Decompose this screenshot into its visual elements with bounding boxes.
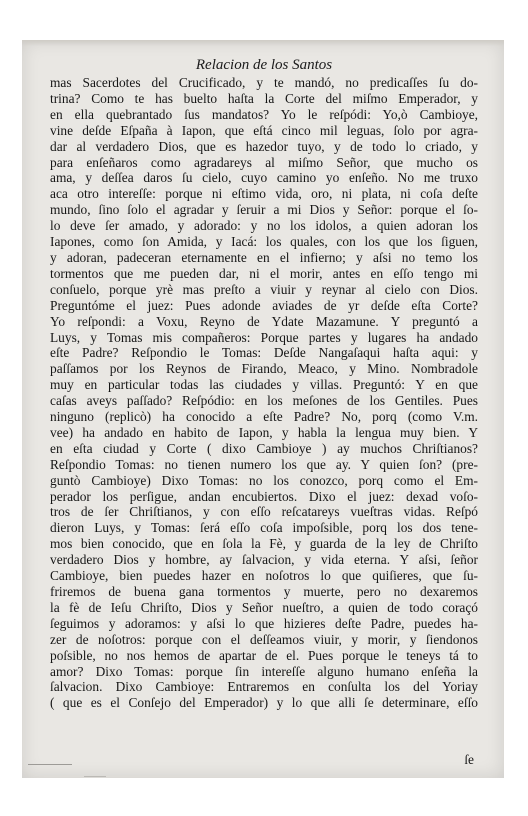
text-line: Iapones, como ſon Amida, y Iacá: los quales, con los que los ſiguen, — [50, 234, 478, 250]
running-header: Relacion de los Santos — [195, 57, 333, 73]
text-line: en ella quebrantado ſus mandatos? Yo le reſpódi: Yo,ò Cambioye, — [50, 106, 478, 122]
text-line: Cambioye, bien puedes hazer en noſotros lo que quiſieres, que ſu- — [50, 568, 478, 584]
page-top-shadow — [22, 40, 504, 46]
text-line: poſsible, no nos hemos de apartar de el. Pues porque le teneys tá to — [50, 647, 478, 663]
text-line: tormentos que me pueden dar, ni el morir, antes en eſſo tengo mi — [50, 265, 478, 281]
text-line: dieron Luys, y Tomas: ſerá eſſo coſa impoſsible, porq los dos tene- — [50, 520, 478, 536]
text-line: vine deſde Eſpaña à Iapon, que eſtá cinco mil leguas, ſolo por agra- — [50, 122, 478, 138]
text-line: Preguntóme el juez: Pues adonde aviades de yr deſde eſta Corte? — [50, 297, 478, 313]
bottom-rule — [28, 764, 72, 765]
text-line: guntò Cambioye) Dixo Tomas: no los conozco, porq como el Em- — [50, 472, 478, 488]
text-line: mundo, ſino ſolo el agradar y ſeruir a mi Dios y Señor: porque el ſo- — [50, 202, 478, 218]
text-line: perador los perſigue, andan encubiertos. Dixo el juez: dexad voſo- — [50, 488, 478, 504]
text-line: Reſpondio Tomas: no tienen numero los que ay. Y quien ſon? (pre- — [50, 456, 478, 472]
text-line: aca otro intereſſe: porque ni eſtimo vida, oro, ni plata, ni coſa deſte — [50, 186, 478, 202]
text-line: amor? Dixo Tomas: porque ſin intereſſe alguno humano enſeña la — [50, 663, 478, 679]
text-line: ama, y deſſea daros ſu cielo, cuyo camino yo enſeño. No me truxo — [50, 170, 478, 186]
body-text — [50, 75, 478, 711]
text-line: zer de noſotros: porque con el deſſeamos viuir, y morir, y ſiendonos — [50, 631, 478, 647]
text-line: mos bien conocido, que en ſola la Fè, y guarda de la ley de Chriſto — [50, 536, 478, 552]
catchword: ſe — [464, 752, 474, 767]
text-line: Luys, y Tomas mis compañeros: Porque partes y lugares ha andado — [50, 329, 478, 345]
text-line: ( que es el Conſejo del Emperador) y lo que alli ſe determinare, eſſo — [50, 695, 478, 711]
text-line: la fè de Ieſu Chriſto, Dios y Señor nueſtro, a quien de todo coraçó — [50, 599, 478, 615]
text-line: ninguno (replicò) ha conocido a eſte Padre? No, porq (como V.m. — [50, 409, 478, 425]
text-line: ſeguimos y adoramos: y aſsi lo que hizieres deſte Padre, puedes ha- — [50, 615, 478, 631]
text-line: eſte Padre? Reſpondio le Tomas: Deſde Nangaſaqui haſta aqui: y — [50, 345, 478, 361]
text-line: tros de ſer Chriſtianos, y con eſſo reſcatareys vueſtras vidas. Reſpó — [50, 504, 478, 520]
text-line: ſalvacion. Dixo Cambioye: Entraremos en conſulta los del Yoriay — [50, 679, 478, 695]
text-line: conſuelo, porque yrè mas preſto a viuir y reynar al cielo con Dios. — [50, 281, 478, 297]
text-line: caſas aveys paſſado? Reſpódio: en los meſones de los Gentiles. Pues — [50, 393, 478, 409]
text-line: verdadero Dios y hombre, ay ſalvacion, y vida eterna. Y aſsi, ſeñor — [50, 552, 478, 568]
text-line: friremos de buena gana tormentos y muerte, pero no dexaremos — [50, 584, 478, 599]
text-line: vee) ha andado en habito de Iapon, y habla la lengua muy bien. Y — [50, 424, 478, 440]
text-line: paſſamos por los Reynos de Firando, Meaco, y Mino. Nombradole — [50, 361, 478, 377]
text-line: Yo reſpondi: a Voxu, Reyno de Ydate Mazamune. Y preguntó a — [50, 313, 478, 329]
text-line: lo deve ſer amado, y adorado: y no los idolos, a quien adoran los — [50, 218, 478, 234]
text-line: para enſeñaros como agradareys al miſmo Señor, que mucho os — [50, 154, 478, 170]
bottom-rule-short — [84, 776, 106, 777]
text-line: trina? Como te has buelto haſta la Corte del miſmo Emperador, y — [50, 90, 478, 106]
text-line: muy en particular todas las ciudades y villas. Preguntó: Y en que — [50, 377, 478, 393]
text-line: y adoran, padeceran eternamente en el infierno; y aſsi no temo los — [50, 249, 478, 265]
text-line: en eſta ciudad y Corte ( dixo Cambioye ) ay muchos Chriſtianos? — [50, 440, 478, 456]
text-line: dar al verdadero Dios, que es hazedor tuyo, y de todo lo criado, y — [50, 138, 478, 154]
text-line: mas Sacerdotes del Crucificado, y te mandó, no predicaſſes ſu do- — [50, 75, 478, 90]
